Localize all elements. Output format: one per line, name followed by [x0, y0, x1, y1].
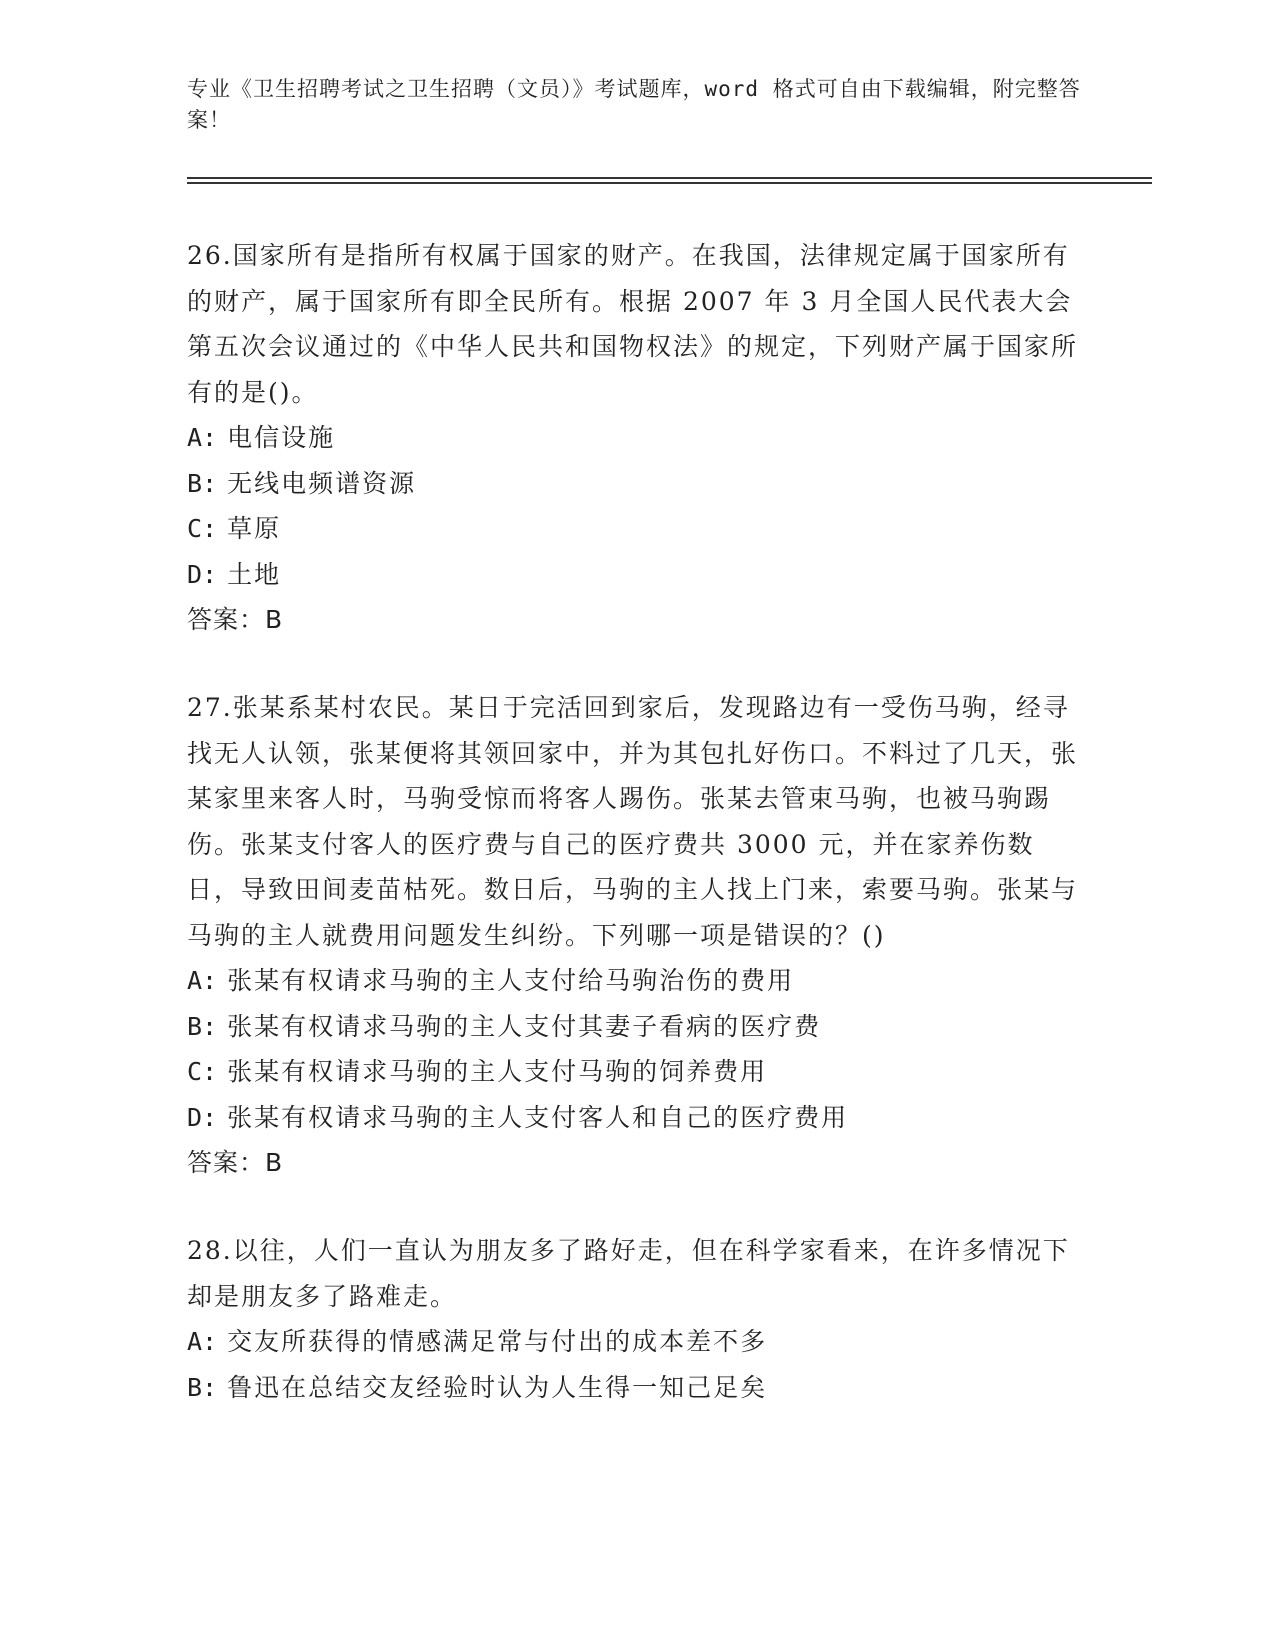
header-divider-bottom — [187, 182, 1152, 184]
option-label: B: — [187, 1372, 218, 1402]
option-text: 张某有权请求马驹的主人支付马驹的饲养费用 — [227, 1057, 768, 1086]
option-text: 交友所获得的情感满足常与付出的成本差不多 — [227, 1327, 768, 1356]
option-label: D: — [187, 1102, 218, 1132]
option-text: 张某有权请求马驹的主人支付其妻子看病的医疗费 — [227, 1011, 822, 1041]
option-c — [187, 506, 1087, 552]
question-stem: 28.以往，人们一直认为朋友多了路好走，但在科学家看来，在许多情况下却是朋友多了路难走。 — [187, 1236, 1070, 1311]
question-26 — [187, 233, 1087, 643]
option-label: C: — [187, 1057, 218, 1086]
option-text: 张某有权请求马驹的主人支付客人和自己的医疗费用 — [227, 1102, 849, 1132]
option-a — [187, 958, 1087, 1004]
option-a — [187, 1319, 1087, 1365]
option-label: A: — [187, 966, 218, 995]
question-27 — [187, 685, 1087, 1186]
option-d — [187, 1095, 1087, 1141]
option-a — [187, 415, 1087, 461]
option-c — [187, 1049, 1087, 1095]
option-b — [187, 461, 1087, 507]
question-28 — [187, 1228, 1087, 1410]
header-divider-top — [187, 177, 1152, 179]
answer-line: 答案：B — [187, 605, 284, 634]
answer-line: 答案：B — [187, 1148, 284, 1177]
option-label: C: — [187, 514, 218, 543]
option-text: 无线电频谱资源 — [227, 468, 417, 498]
option-label: B: — [187, 1011, 218, 1041]
option-label: B: — [187, 468, 218, 498]
option-b — [187, 1365, 1087, 1411]
option-text: 草原 — [227, 514, 282, 543]
option-label: A: — [187, 1327, 218, 1356]
question-stem: 27.张某系某村农民。某日于完活回到家后，发现路边有一受伤马驹，经寻找无人认领，张某便将其领回家中，并为其包扎好伤口。不料过了几天，张某家里来客人时，马驹受惊而将客人踢伤。张某去管束马驹，也被马驹踢伤。张某支付客人的医疗费与自己的医疗费共 3000 元，并在家养伤数日，导致田间麦苗枯死。数日后，马驹的主人找上门来，索要马驹。张某与马驹的主人就费用问题发生纠纷。下列哪一项是错误的？() — [187, 693, 1079, 950]
option-d — [187, 552, 1087, 598]
question-stem: 26.国家所有是指所有权属于国家的财产。在我国，法律规定属于国家所有的财产，属于国家所有即全民所有。根据 2007 年 3 月全国人民代表大会第五次会议通过的《中华人民共和国物权法》的规定，下列财产属于国家所有的是()。 — [187, 241, 1079, 407]
option-text: 电信设施 — [227, 423, 336, 452]
option-text: 鲁迅在总结交友经验时认为人生得一知己足矣 — [227, 1372, 768, 1402]
option-label: A: — [187, 423, 218, 452]
option-text: 张某有权请求马驹的主人支付给马驹治伤的费用 — [227, 966, 795, 995]
document-header: 专业《卫生招聘考试之卫生招聘（文员）》考试题库，word 格式可自由下载编辑，附完整答案！ — [187, 77, 1081, 132]
question-list — [187, 233, 1087, 1452]
option-label: D: — [187, 559, 218, 589]
option-b — [187, 1004, 1087, 1050]
option-text: 土地 — [227, 559, 282, 589]
